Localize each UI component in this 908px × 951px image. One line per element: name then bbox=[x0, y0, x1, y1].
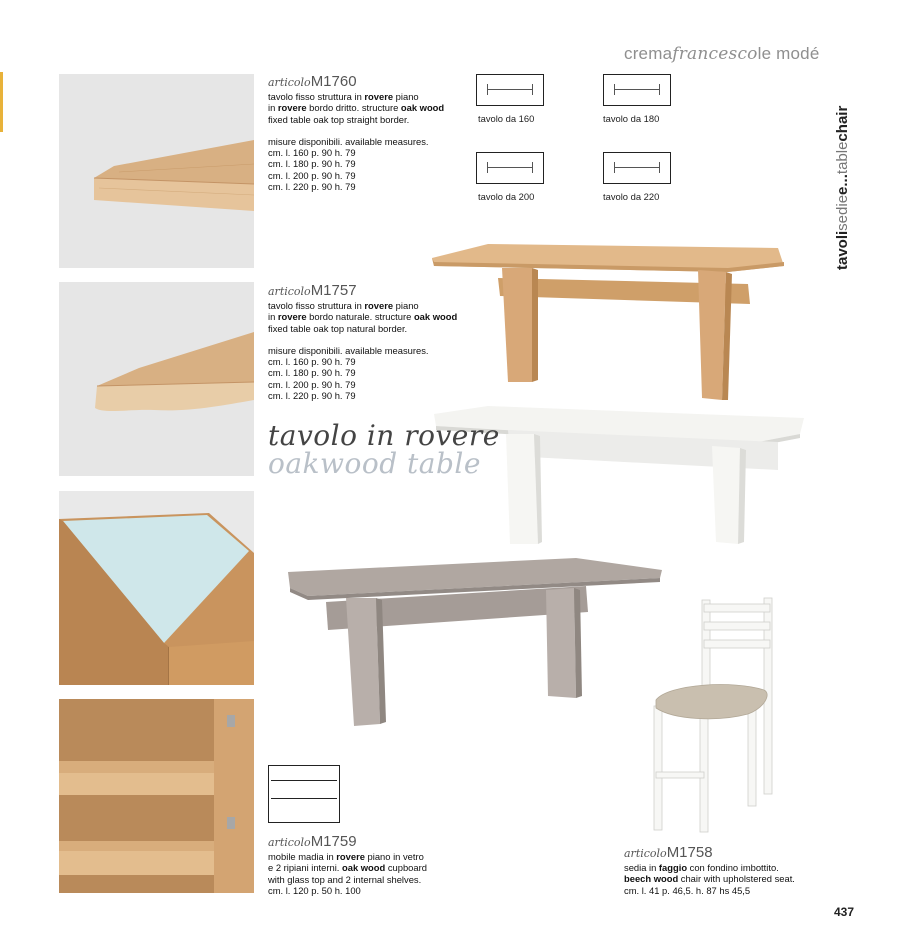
size-diagram-180 bbox=[603, 74, 671, 106]
brand-logo bbox=[624, 44, 820, 64]
measure-line: cm. l. 200 p. 90 h. 79 bbox=[268, 378, 356, 390]
description-line: sedia in faggio con fondino imbottito. bbox=[624, 862, 779, 873]
section-label-part3: e... bbox=[834, 174, 851, 195]
accent-bar bbox=[0, 72, 3, 132]
description-line: tavolo fisso struttura in rovere piano bbox=[268, 91, 419, 102]
article-prefix: articolo bbox=[268, 285, 311, 298]
article-m1760 bbox=[268, 74, 468, 192]
measure-line: cm. l. 220 p. 90 h. 79 bbox=[268, 181, 356, 193]
measure-line: cm. l. 120 p. 50 h. 100 bbox=[268, 884, 361, 896]
size-label: tavolo da 220 bbox=[603, 191, 660, 202]
description-line: fixed table oak top natural border. bbox=[268, 322, 408, 334]
detail-photo-natural-edge bbox=[59, 282, 254, 476]
article-number: M1760 bbox=[310, 73, 357, 90]
article-code bbox=[268, 74, 468, 91]
section-label-part5: chair bbox=[834, 105, 851, 142]
article-number: M1759 bbox=[310, 833, 357, 850]
size-label: tavolo da 160 bbox=[478, 113, 535, 124]
article-m1759 bbox=[268, 834, 448, 896]
measure-line: cm. l. 160 p. 90 h. 79 bbox=[268, 356, 356, 368]
measure-line: cm. l. 180 p. 90 h. 79 bbox=[268, 367, 356, 379]
article-prefix: articolo bbox=[624, 847, 667, 860]
article-prefix: articolo bbox=[268, 76, 311, 89]
article-code bbox=[268, 834, 448, 851]
detail-photo-straight-edge bbox=[59, 74, 254, 268]
size-label: tavolo da 200 bbox=[478, 191, 535, 202]
measure-line: cm. l. 180 p. 90 h. 79 bbox=[268, 158, 356, 170]
description-line: in rovere bordo dritto. structure oak wood bbox=[268, 102, 445, 114]
article-number: M1757 bbox=[310, 282, 357, 299]
measures-title: misure disponibili. available measures. bbox=[268, 344, 429, 356]
description-line: e 2 ripiani interni. oak wood cupboard bbox=[268, 862, 427, 874]
title-line-english: oakwood table bbox=[268, 447, 481, 480]
section-label-part1: tavoli bbox=[834, 230, 851, 270]
cupboard-interior-photo bbox=[59, 699, 254, 893]
article-m1758 bbox=[624, 845, 824, 896]
description-line: mobile madia in rovere piano in vetro bbox=[268, 851, 424, 862]
article-number: M1758 bbox=[666, 844, 713, 861]
measure-line: cm. l. 160 p. 90 h. 79 bbox=[268, 147, 356, 159]
description-line: beech wood chair with upholstered seat. bbox=[624, 873, 795, 885]
size-diagram-200 bbox=[476, 152, 544, 184]
title-line-italian: tavolo in rovere bbox=[268, 419, 500, 452]
article-prefix: articolo bbox=[268, 836, 311, 849]
page-title bbox=[268, 419, 500, 480]
brand-part1: crema bbox=[624, 44, 673, 63]
cupboard-top-photo bbox=[59, 491, 254, 685]
taupe-table-image bbox=[286, 556, 664, 728]
description-line: in rovere bordo naturale. structure oak wood bbox=[268, 311, 458, 323]
description-line: with glass top and 2 internal shelves. bbox=[268, 873, 422, 885]
measure-line: cm. l. 220 p. 90 h. 79 bbox=[268, 390, 356, 402]
measures-title: misure disponibili. available measures. bbox=[268, 135, 429, 147]
description-line: fixed table oak top straight border. bbox=[268, 113, 410, 125]
section-label bbox=[832, 74, 858, 274]
description-line: tavolo fisso struttura in rovere piano bbox=[268, 300, 419, 311]
measure-line: cm. l. 41 p. 46,5. h. 87 hs 45,5 bbox=[624, 884, 751, 896]
cupboard-diagram bbox=[268, 765, 340, 823]
size-label: tavolo da 180 bbox=[603, 113, 660, 124]
measure-line: cm. l. 200 p. 90 h. 79 bbox=[268, 169, 356, 181]
size-diagram-220 bbox=[603, 152, 671, 184]
chair-image bbox=[638, 596, 788, 834]
oak-table-image bbox=[428, 240, 790, 404]
section-label-part2: sedie bbox=[834, 194, 851, 231]
brand-part2: francesco bbox=[672, 44, 758, 64]
article-code bbox=[624, 845, 824, 862]
brand-part3: le modé bbox=[757, 44, 820, 63]
section-label-part4: table bbox=[834, 141, 851, 175]
size-diagram-160 bbox=[476, 74, 544, 106]
page-number: 437 bbox=[834, 905, 855, 919]
